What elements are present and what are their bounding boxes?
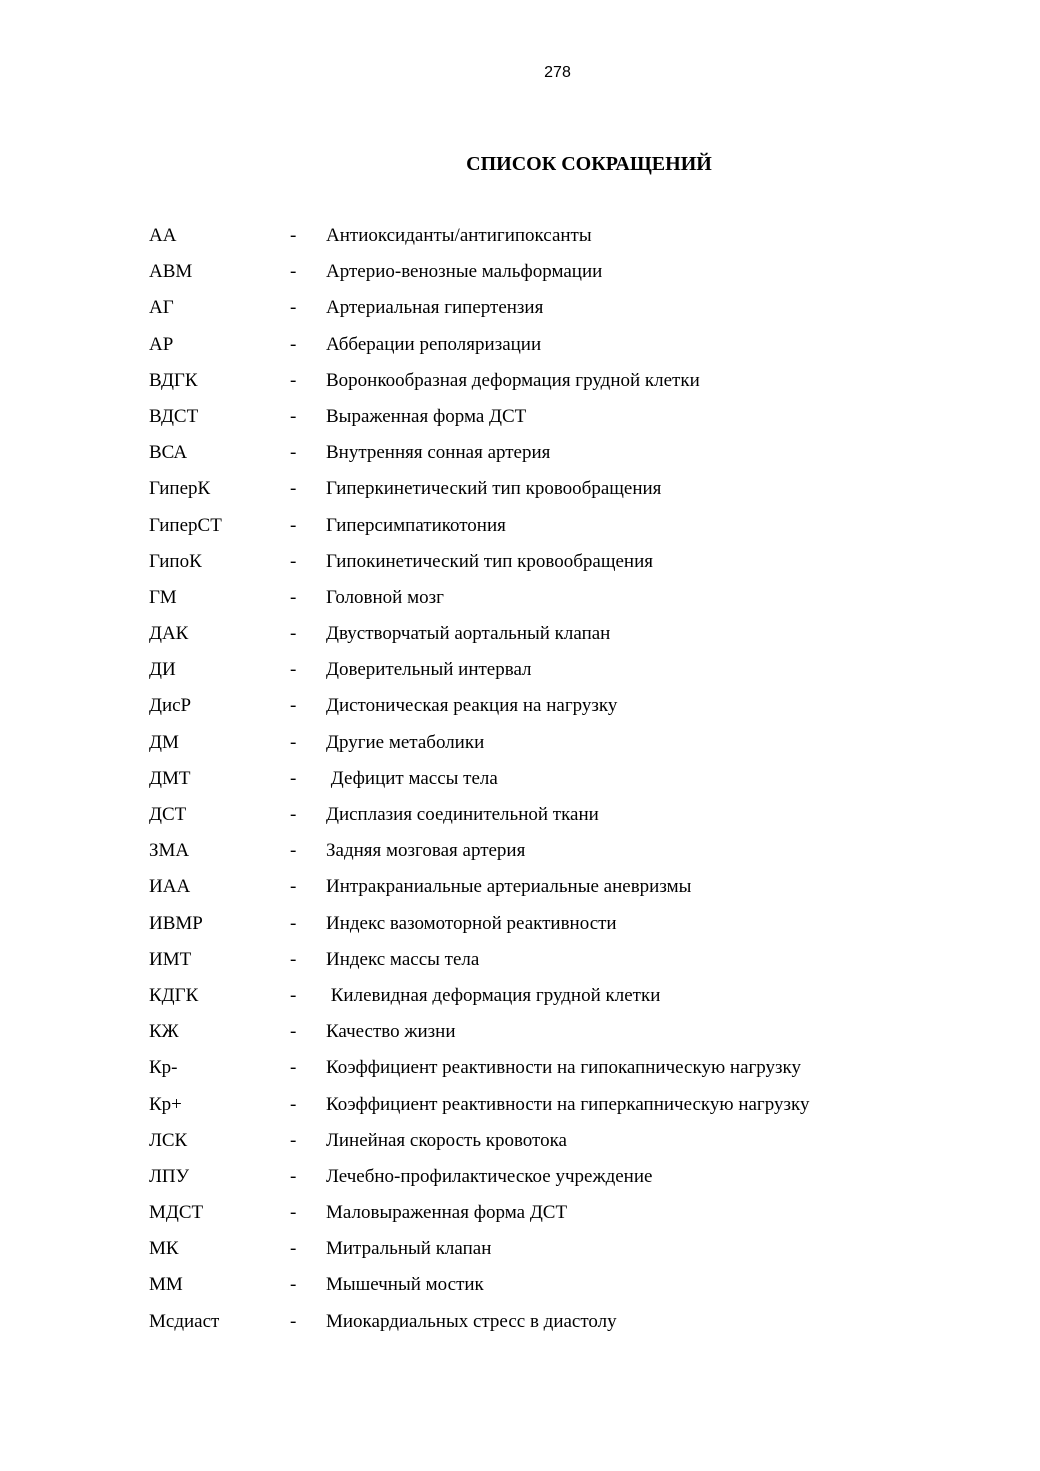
abbreviation-separator: - — [290, 1129, 297, 1151]
abbreviation-definition: Дистоническая реакция на нагрузку — [326, 695, 618, 717]
abbreviation-row — [149, 910, 1009, 946]
abbreviation-separator: - — [290, 695, 297, 717]
abbreviation-separator: - — [290, 659, 297, 681]
abbreviation-separator: - — [290, 261, 297, 283]
abbreviation-separator: - — [290, 804, 297, 825]
abbreviation-definition: Другие метаболики — [326, 731, 485, 753]
abbreviation-term: Кр+ — [149, 1093, 182, 1115]
abbreviation-term: МДСТ — [149, 1202, 204, 1224]
abbreviation-term: ДисР — [149, 695, 192, 717]
abbreviation-term: ВДСТ — [149, 405, 199, 427]
abbreviation-definition: Головной мозг — [326, 586, 444, 608]
abbreviation-row — [149, 1199, 1009, 1235]
abbreviation-definition: Линейная скорость кровотока — [326, 1129, 567, 1151]
abbreviation-separator: - — [290, 442, 297, 464]
abbreviation-separator: - — [290, 948, 297, 970]
abbreviation-row — [149, 1163, 1009, 1199]
abbreviation-definition: Гиперкинетический тип кровообращения — [326, 478, 662, 500]
abbreviation-row — [149, 1235, 1009, 1271]
abbreviation-separator: - — [290, 767, 297, 789]
abbreviation-term: ИАА — [149, 876, 191, 898]
abbreviation-separator: - — [290, 333, 297, 355]
abbreviation-list — [149, 222, 1009, 1344]
abbreviation-definition: Гипокинетический тип кровообращения — [326, 550, 653, 572]
abbreviation-separator: - — [290, 1057, 297, 1079]
abbreviation-definition: Абберации реполяризации — [326, 333, 542, 355]
abbreviation-term: ГиперК — [149, 478, 211, 500]
abbreviation-definition: Индекс вазомоторной реактивности — [326, 912, 617, 934]
abbreviation-separator: - — [290, 840, 297, 862]
abbreviation-row — [149, 475, 1009, 511]
abbreviation-row — [149, 620, 1009, 656]
abbreviation-definition: Задняя мозговая артерия — [326, 840, 526, 862]
abbreviation-term: ИМТ — [149, 948, 192, 970]
page-number: 278 — [544, 64, 571, 81]
abbreviation-term: АГ — [149, 297, 174, 319]
abbreviation-row — [149, 982, 1009, 1018]
abbreviation-row — [149, 656, 1009, 692]
abbreviation-term: ГипоК — [149, 550, 202, 572]
abbreviation-definition: Артериальная гипертензия — [326, 297, 544, 319]
abbreviation-row — [149, 403, 1009, 439]
abbreviation-separator: - — [290, 912, 297, 934]
abbreviation-row — [149, 548, 1009, 584]
abbreviation-definition: Миокардиальных стресс в диастолу — [326, 1310, 617, 1332]
abbreviation-row — [149, 512, 1009, 548]
abbreviation-row — [149, 729, 1009, 765]
abbreviation-term: ДМТ — [149, 767, 191, 789]
abbreviation-separator: - — [290, 550, 297, 572]
abbreviation-definition: Гиперсимпатикотония — [326, 514, 506, 536]
abbreviation-row — [149, 1271, 1009, 1307]
abbreviation-separator: - — [290, 225, 297, 246]
abbreviation-separator: - — [290, 1093, 297, 1115]
abbreviation-definition: Интракраниальные артериальные аневризмы — [326, 876, 692, 898]
abbreviation-separator: - — [290, 1274, 297, 1296]
abbreviation-definition: Качество жизни — [326, 1021, 456, 1043]
abbreviation-term: ГиперСТ — [149, 514, 222, 536]
abbreviation-definition: Мышечный мостик — [326, 1274, 484, 1296]
abbreviation-definition: Лечебно-профилактическое учреждение — [326, 1165, 653, 1187]
abbreviation-row — [149, 294, 1009, 330]
abbreviation-term: МК — [149, 1238, 179, 1260]
abbreviation-term: ВСА — [149, 442, 188, 464]
abbreviation-term: АР — [149, 333, 174, 355]
abbreviation-row — [149, 837, 1009, 873]
abbreviation-row — [149, 801, 1009, 837]
abbreviation-row — [149, 1091, 1009, 1127]
abbreviation-separator: - — [290, 405, 297, 427]
abbreviation-row — [149, 222, 1009, 258]
abbreviation-definition: Артерио-венозные мальформации — [326, 261, 603, 283]
abbreviation-separator: - — [290, 623, 297, 645]
abbreviation-term: ИВМР — [149, 912, 203, 934]
abbreviation-separator: - — [290, 1202, 297, 1224]
abbreviation-definition: Выраженная форма ДСТ — [326, 405, 527, 427]
abbreviation-term: КЖ — [149, 1021, 179, 1043]
abbreviation-definition: Двустворчатый аортальный клапан — [326, 623, 611, 645]
abbreviation-term: ЛСК — [149, 1129, 188, 1151]
abbreviation-row — [149, 367, 1009, 403]
abbreviation-definition: Доверительный интервал — [326, 659, 532, 681]
abbreviation-definition: Маловыраженная форма ДСТ — [326, 1202, 568, 1224]
abbreviation-separator: - — [290, 514, 297, 536]
abbreviation-row — [149, 439, 1009, 475]
abbreviation-term: ЗМА — [149, 840, 190, 862]
abbreviation-term: ДИ — [149, 659, 176, 681]
abbreviation-row — [149, 1308, 1009, 1344]
abbreviation-row — [149, 692, 1009, 728]
abbreviation-definition: Дефицит массы тела — [326, 767, 498, 789]
abbreviation-row — [149, 873, 1009, 909]
abbreviation-separator: - — [290, 984, 297, 1006]
abbreviation-term: АВМ — [149, 261, 193, 283]
abbreviation-separator: - — [290, 876, 297, 898]
abbreviation-row — [149, 946, 1009, 982]
abbreviation-definition: Воронкообразная деформация грудной клетки — [326, 369, 700, 391]
abbreviation-separator: - — [290, 1021, 297, 1043]
abbreviation-term: Мсдиаст — [149, 1310, 220, 1332]
abbreviation-row — [149, 1054, 1009, 1090]
abbreviation-separator: - — [290, 1238, 297, 1260]
abbreviation-separator: - — [290, 369, 297, 391]
abbreviation-separator: - — [290, 297, 297, 319]
abbreviation-row — [149, 765, 1009, 801]
abbreviation-separator: - — [290, 1310, 297, 1332]
abbreviation-term: ДСТ — [149, 804, 187, 825]
abbreviation-term: АА — [149, 225, 177, 246]
abbreviation-term: Кр- — [149, 1057, 178, 1079]
abbreviation-definition: Антиоксиданты/антигипоксанты — [326, 225, 592, 246]
abbreviation-row — [149, 584, 1009, 620]
abbreviation-definition: Килевидная деформация грудной клетки — [326, 984, 661, 1006]
page-title: СПИСОК СОКРАЩЕНИЙ — [466, 153, 712, 175]
abbreviation-row — [149, 258, 1009, 294]
abbreviation-term: ММ — [149, 1274, 183, 1296]
abbreviation-term: ДАК — [149, 623, 189, 645]
abbreviation-separator: - — [290, 586, 297, 608]
abbreviation-term: ВДГК — [149, 369, 198, 391]
abbreviation-definition: Коэффициент реактивности на гипокапническую нагрузку — [326, 1057, 802, 1079]
abbreviation-definition: Индекс массы тела — [326, 948, 480, 970]
abbreviation-separator: - — [290, 731, 297, 753]
abbreviation-row — [149, 1018, 1009, 1054]
abbreviation-separator: - — [290, 478, 297, 500]
abbreviation-row — [149, 1127, 1009, 1163]
abbreviation-term: КДГК — [149, 984, 199, 1006]
abbreviation-row — [149, 331, 1009, 367]
abbreviation-separator: - — [290, 1165, 297, 1187]
abbreviation-definition: Коэффициент реактивности на гиперкапническую нагрузку — [326, 1093, 810, 1115]
abbreviation-definition: Внутренняя сонная артерия — [326, 442, 551, 464]
abbreviation-term: ГМ — [149, 586, 177, 608]
abbreviation-definition: Митральный клапан — [326, 1238, 492, 1260]
abbreviation-term: ЛПУ — [149, 1165, 190, 1187]
abbreviation-definition: Дисплазия соединительной ткани — [326, 804, 599, 825]
abbreviation-term: ДМ — [149, 731, 179, 753]
